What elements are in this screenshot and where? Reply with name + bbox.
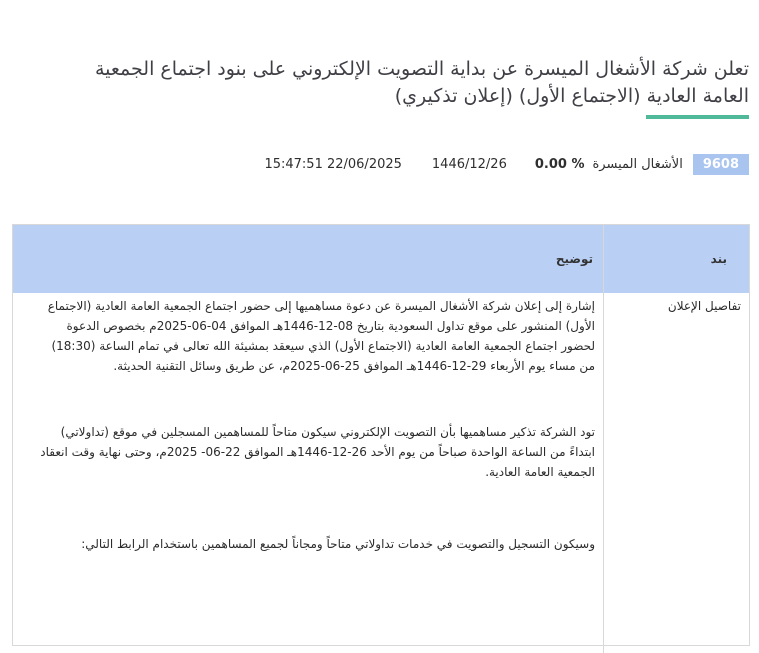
column-header-item: بند [603,225,749,293]
row-description [13,293,603,653]
announcement-datetime: 15:47:51 22/06/2025 [264,156,402,172]
table-row [13,293,749,653]
row-item-label: تفاصيل الإعلان [603,293,749,653]
announcement-table [12,224,750,646]
page-title: تعلن شركة الأشغال الميسرة عن بداية التصويت الإلكتروني على بنود اجتماع الجمعية العامة العادية (الاجتماع الأول) (إعلان تذكيري) [94,58,749,107]
announcement-header [49,56,749,119]
price-change: 0.00 % [534,156,585,172]
title-underline [646,115,749,119]
table-header-row [13,225,749,293]
stock-meta-bar [264,152,749,176]
description-paragraph: إشارة إلى إعلان شركة الأشغال الميسرة عن دعوة مساهميها إلى حضور اجتماع الجمعية العامة العادية (الاجتماع الأول) المنشور على موقع تداول السعودية بتاريخ 08-12-1446هـ الموافق 04-06-2025م بخصوص الدعوة لحضور اجتماع الجمعية العامة العادية (الاجتماع الأول) الذي سيعقد بمشيئة الله تعالى في تمام الساعة (18:30) من مساء يوم الأربعاء 29-12-1446هـ الموافق 25-06-2025م، عن طريق وسائل التقنية الحديثة. [47,299,595,373]
description-paragraph: وسيكون التسجيل والتصويت في خدمات تداولاتي متاحاً ومجاناً لجميع المساهمين باستخدام الرابط التالي: [81,537,595,551]
description-paragraph: تود الشركة تذكير مساهميها بأن التصويت الإلكتروني سيكون متاحاً للمساهمين المسجلين في موقع (تداولاتي) ابتداءً من الساعة الواحدة صباحاً من يوم الأحد 26-12-1446هـ الموافق 22-06- 2025م، وحتى نهاية وقت انعقاد الجمعية العامة العادية. [40,425,595,479]
company-name[interactable]: الأشغال الميسرة [592,156,683,172]
hijri-date: 1446/12/26 [431,156,507,172]
symbol-badge[interactable]: 9608 [693,154,749,175]
column-header-description: توضيح [555,252,593,266]
